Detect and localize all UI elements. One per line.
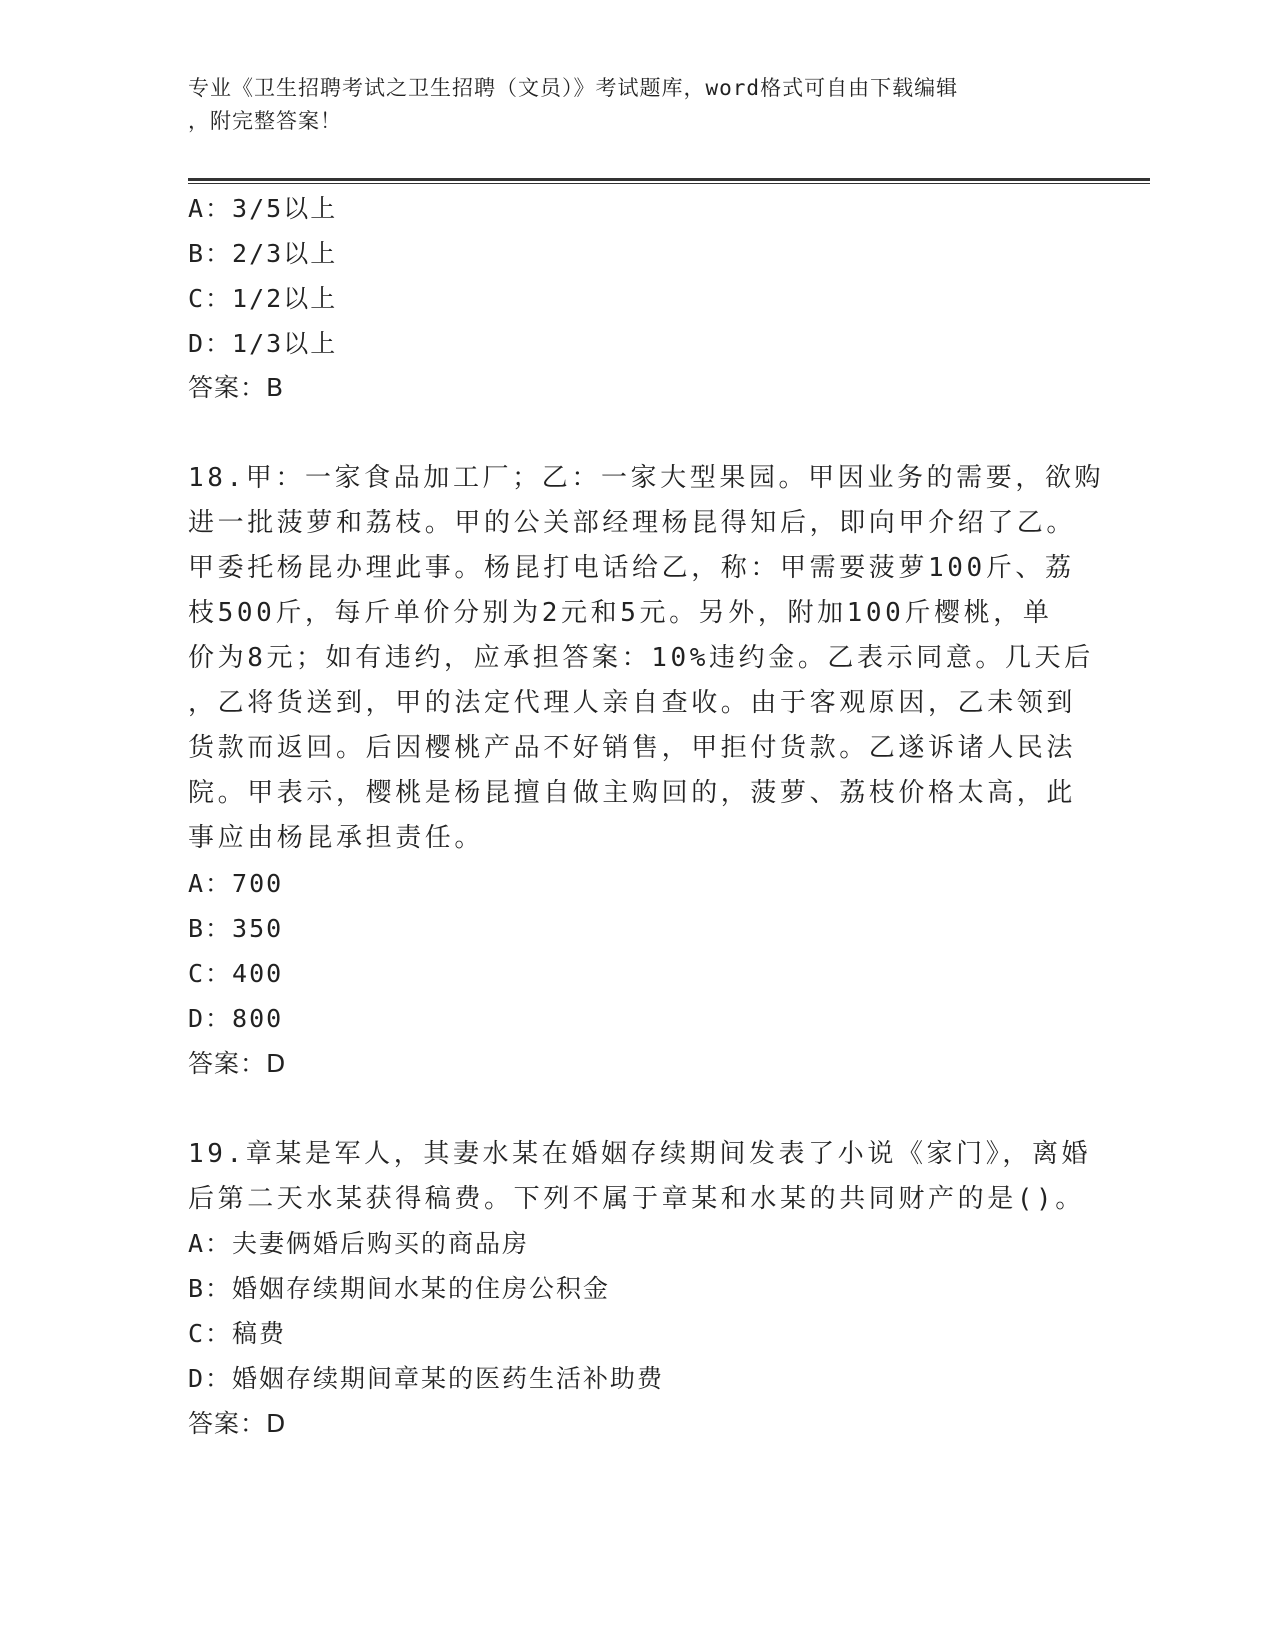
q18-option-d: D：800 bbox=[188, 1004, 284, 1033]
q18-text-line-5: 价为8元；如有违约，应承担答案：10%违约金。乙表示同意。几天后 bbox=[188, 643, 1094, 673]
header-line-2: ，附完整答案！ bbox=[188, 109, 342, 133]
q17-answer: 答案：B bbox=[188, 373, 285, 402]
q18-text-line-4: 枝500斤，每斤单价分别为2元和5元。另外，附加100斤樱桃，单 bbox=[188, 598, 1053, 628]
q19-answer: 答案：D bbox=[188, 1409, 287, 1438]
document-header bbox=[188, 72, 1068, 138]
q17-option-d: D：1/3以上 bbox=[188, 329, 338, 358]
q18-option-a: A：700 bbox=[188, 869, 284, 898]
q19-option-b: B：婚姻存续期间水某的住房公积金 bbox=[188, 1274, 611, 1303]
q18-option-b: B：350 bbox=[188, 914, 284, 943]
q18-text-line-7: 货款而返回。后因樱桃产品不好销售，甲拒付货款。乙遂诉诸人民法 bbox=[188, 733, 1077, 763]
q19-option-c: C：稿费 bbox=[188, 1319, 287, 1348]
header-line-1: 专业《卫生招聘考试之卫生招聘（文员）》考试题库，word格式可自由下载编辑 bbox=[188, 76, 959, 100]
q18-text-line-1: 18.甲：一家食品加工厂；乙：一家大型果园。甲因业务的需要，欲购 bbox=[188, 463, 1105, 493]
q19-text-line-1: 19.章某是军人，其妻水某在婚姻存续期间发表了小说《家门》，离婚 bbox=[188, 1139, 1092, 1169]
q19-text-line-2: 后第二天水某获得稿费。下列不属于章某和水某的共同财产的是()。 bbox=[188, 1184, 1085, 1214]
q18-text-line-8: 院。甲表示，樱桃是杨昆擅自做主购回的，菠萝、荔枝价格太高，此 bbox=[188, 778, 1077, 808]
q18-text-line-9: 事应由杨昆承担责任。 bbox=[188, 823, 485, 853]
q18-text-line-2: 进一批菠萝和荔枝。甲的公关部经理杨昆得知后，即向甲介绍了乙。 bbox=[188, 508, 1077, 538]
q19-option-d: D：婚姻存续期间章某的医药生活补助费 bbox=[188, 1364, 665, 1393]
q18-text-line-6: ，乙将货送到，甲的法定代理人亲自查收。由于客观原因，乙未领到 bbox=[188, 688, 1077, 718]
q18-answer: 答案：D bbox=[188, 1049, 287, 1078]
q17-option-b: B：2/3以上 bbox=[188, 239, 338, 268]
q18-text-line-3: 甲委托杨昆办理此事。杨昆打电话给乙，称：甲需要菠萝100斤、荔 bbox=[188, 553, 1075, 583]
q18-option-c: C：400 bbox=[188, 959, 284, 988]
q17-option-c: C：1/2以上 bbox=[188, 284, 338, 313]
header-divider-thick bbox=[188, 178, 1150, 181]
q17-option-a: A：3/5以上 bbox=[188, 194, 338, 223]
header-divider-thin bbox=[188, 183, 1150, 184]
q19-option-a: A：夫妻俩婚后购买的商品房 bbox=[188, 1229, 530, 1258]
